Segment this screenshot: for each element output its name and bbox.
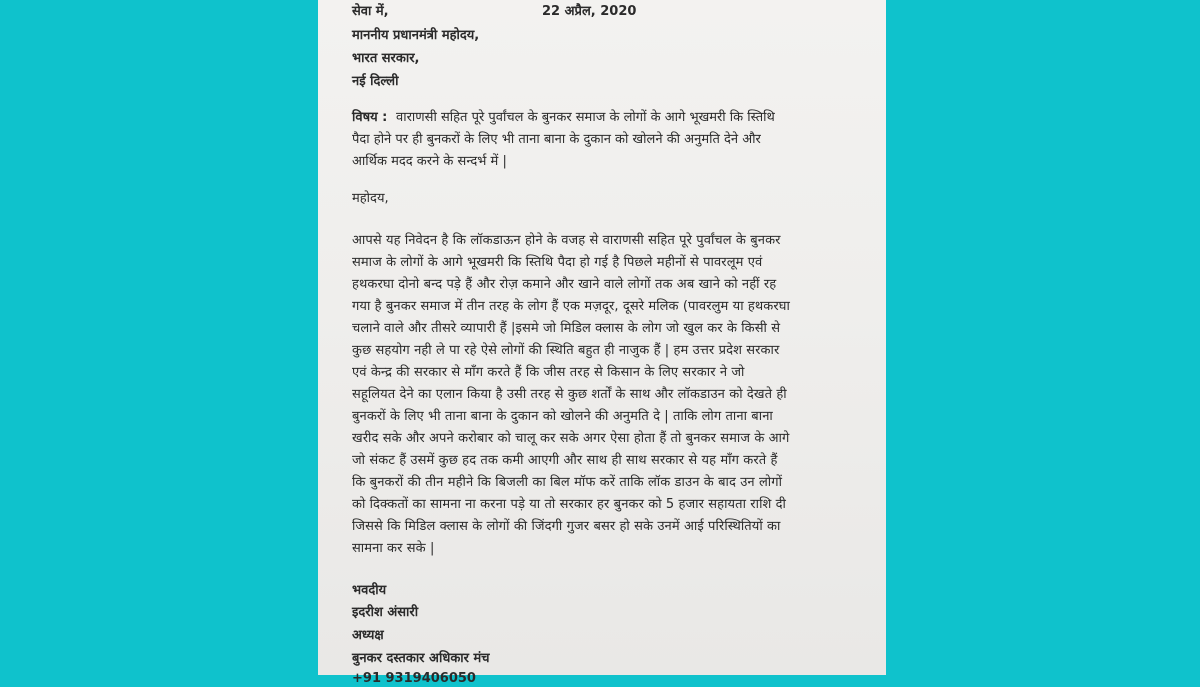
closing: भवदीय xyxy=(352,583,387,598)
letter-date: 22 अप्रैल, 2020 xyxy=(542,4,637,19)
sender-name: इदरीश अंसारी xyxy=(352,605,419,620)
letter-page xyxy=(318,0,886,686)
recipient-line: माननीय प्रधानमंत्री महोदय, xyxy=(352,28,480,43)
body-line: आपसे यह निवेदन है कि लॉकडाऊन होने के वजह से वाराणसी सहित पूरे पुर्वांचल के बुनकर xyxy=(352,233,781,248)
greeting: महोदय, xyxy=(352,191,389,206)
subject-line: पैदा होने पर ही बुनकरों के लिए भी ताना बाना के दुकान को खोलने की अनुमति देने और xyxy=(352,132,761,147)
subject-line: वाराणसी सहित पूरे पुर्वांचल के बुनकर समाज के लोगों के आगे भूखमरी कि स्तिथि xyxy=(396,110,775,125)
body-line: समाज के लोगों के आगे भूखमरी कि स्तिथि पैदा हो गई है पिछले महीनों से पावरलूम एवं xyxy=(352,255,763,270)
body-line: कि बुनकरों की तीन महीने कि बिजली का बिल मॉफ करें ताकि लॉक डाउन के बाद उन लोगों xyxy=(352,475,783,490)
body-line: गया है बुनकर समाज में तीन तरह के लोग हैं एक मज़दूर, दूसरे मलिक (पावरलुम या हथकरघा xyxy=(352,299,790,314)
body-line: को दिक्कतों का सामना ना करना पड़े या तो सरकार हर बुनकर को 5 हजार सहायता राशि दी xyxy=(352,497,786,512)
body-line: बुनकरों के लिए भी ताना बाना के दुकान को खोलने की अनुमति दे | ताकि लोग ताना बाना xyxy=(352,409,773,424)
body-line: सामना कर सके | xyxy=(352,541,435,556)
body-line: सहूलियत देने का एलान किया है उसी तरह से कुछ शर्तों के साथ और लॉकडाउन को देखते ही xyxy=(352,387,787,402)
body-line: हथकरघा दोनो बन्द पड़े हैं और रोज़ कमाने और खाने वाले लोगों तक अब खाने को नहीं रह xyxy=(352,277,777,292)
body-line: एवं केन्द्र की सरकार से मॉंग करते हैं कि जीस तरह से किसान के लिए सरकार ने जो xyxy=(352,365,745,380)
recipient-line: नई दिल्ली xyxy=(352,74,399,89)
body-line: कुछ सहयोग नही ले पा रहे ऐसे लोगों की स्थिति बहुत ही नाजुक हैं | हम उत्तर प्रदेश सरकार xyxy=(352,343,780,358)
organization: बुनकर दस्तकार अधिकार मंच xyxy=(352,651,490,666)
subject-line: आर्थिक मदद करने के सन्दर्भ में | xyxy=(352,154,507,169)
recipient-line: भारत सरकार, xyxy=(352,51,420,66)
body-line: खरीद सके और अपने करोबार को चालू कर सके अगर ऐसा होता हैं तो बुनकर समाज के आगे xyxy=(352,431,790,446)
body-line: जिससे कि मिडिल क्लास के लोगों की जिंदगी गुजर बसर हो सके उनमें आई परिस्थितियों का xyxy=(352,519,781,534)
partial-phone: +91 9319406050 xyxy=(352,671,476,686)
sender-title: अध्यक्ष xyxy=(352,628,384,643)
body-line: जो संकट हैं उसमें कुछ हद तक कमी आएगी और साथ ही साथ सरकार से यह मॉंग करते हैं xyxy=(352,453,778,468)
subject-label: विषय : xyxy=(352,110,388,125)
salutation-to: सेवा में, xyxy=(352,4,389,19)
body-line: चलाने वाले और तीसरे व्यापारी हैं |इसमे जो मिडिल क्लास के लोग जो खुल कर के किसी से xyxy=(352,321,781,336)
